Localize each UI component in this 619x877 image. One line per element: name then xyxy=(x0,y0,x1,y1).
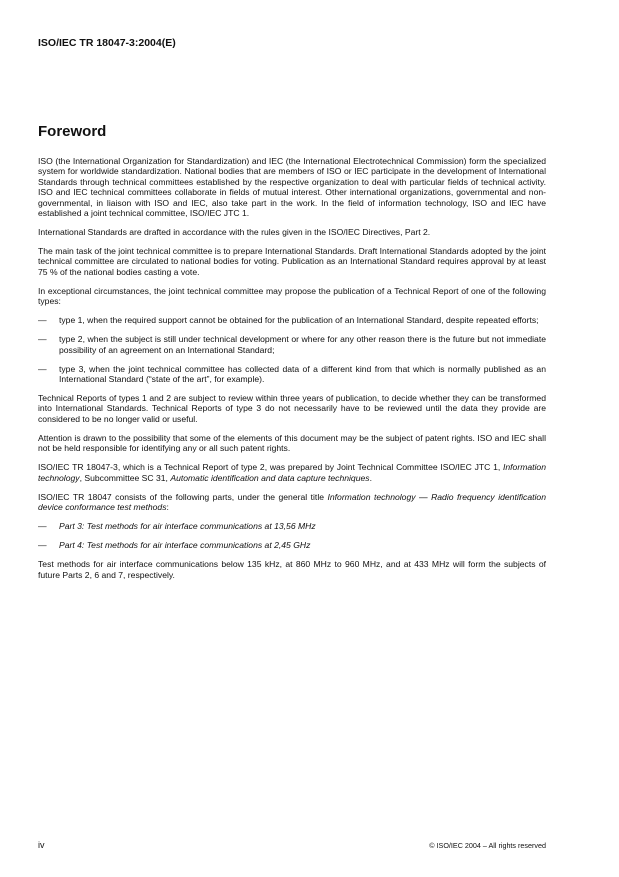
list-item-type-1 xyxy=(38,315,546,325)
copyright-notice: © ISO/IEC 2004 – All rights reserved xyxy=(429,841,546,850)
paragraph-parts xyxy=(38,492,546,513)
paragraph-intro: ISO (the International Organization for Standardization) and IEC (the International Electrotechnical Commission) form the specialized system for worldwide standardization. National bodies that are members of ISO or IEC participate in the development of International Standards through technical committees established by the respective organization to deal with particular fields of technical activity. ISO and IEC technical committees collaborate in fields of mutual interest. Other international organizations, governmental and non-governmental, in liaison with ISO and IEC, also take part in the work. In the field of information technology, ISO and IEC have established a joint technical committee, ISO/IEC JTC 1. xyxy=(38,156,546,219)
page-number: iv xyxy=(38,840,45,850)
italic-run: Information technology — Radio frequency identification device conformance test methods xyxy=(38,491,546,513)
list-item-part-4 xyxy=(38,540,546,550)
paragraph-main-task: The main task of the joint technical committee is to prepare International Standards. Draft International Standards adopted by the joint technical committee are circulated to national bodies for voting. Publication as an International Standard requires approval by at least 75 % of the national bodies casting a vote. xyxy=(38,246,546,277)
page-title: Foreword xyxy=(38,123,107,140)
paragraph-directives: International Standards are drafted in accordance with the rules given in the ISO/IEC Directives, Part 2. xyxy=(38,227,431,238)
list-item-type-3 xyxy=(38,364,546,385)
paragraph-exceptional: In exceptional circumstances, the joint technical committee may propose the publication of a Technical Report of one of the following types: xyxy=(38,285,546,307)
text-run: ISO/IEC TR 18047-3, which is a Technical Report of type 2, was prepared by Joint Technical Committee ISO/IEC JTC 1, xyxy=(38,462,503,473)
paragraph-prepared-by xyxy=(38,462,546,483)
paragraph-patent: Attention is drawn to the possibility that some of the elements of this document may be the subject of patent rights. ISO and IEC shall not be held responsible for identifying any or all such patent rights. xyxy=(38,432,546,454)
dash-bullet: — xyxy=(38,334,47,345)
text-run: . xyxy=(369,472,372,483)
list-item-text: Part 3: Test methods for air interface communications at 13,56 MHz xyxy=(59,521,316,532)
document-id: ISO/IEC TR 18047-3:2004(E) xyxy=(38,37,176,49)
list-item-type-2 xyxy=(38,334,546,355)
dash-bullet: — xyxy=(38,521,47,532)
paragraph-future-parts: Test methods for air interface communications below 135 kHz, at 860 MHz to 960 MHz, and at 433 MHz will form the subjects of future Parts 2, 6 and 7, respectively. xyxy=(38,559,546,580)
italic-run: Automatic identification and data capture techniques xyxy=(170,472,370,483)
list-item-text: type 1, when the required support cannot be obtained for the publication of an International Standard, despite repeated efforts; xyxy=(59,315,539,326)
dash-bullet: — xyxy=(38,540,47,551)
list-item-text: type 2, when the subject is still under technical development or where for any other reason there is the future but not immediate possibility of an agreement on an International Standard; xyxy=(59,334,546,355)
italic-run: Information technology xyxy=(38,462,546,483)
paragraph-review: Technical Reports of types 1 and 2 are subject to review within three years of publication, to decide whether they can be transformed into International Standards. Technical Reports of type 3 do not necessarily have to be reviewed until the data they provide are considered to be no longer valid or useful. xyxy=(38,393,546,424)
list-item-text: type 3, when the joint technical committee has collected data of a different kind from that which is normally published as an International Standard (“state of the art”, for example). xyxy=(59,363,546,385)
foreword-body xyxy=(38,156,546,589)
text-run: , Subcommittee SC 31, xyxy=(79,472,171,483)
dash-bullet: — xyxy=(38,363,47,374)
text-run: : xyxy=(166,502,169,513)
list-item-text: Part 4: Test methods for air interface communications at 2,45 GHz xyxy=(59,540,311,551)
list-item-part-3 xyxy=(38,521,546,531)
text-run: ISO/IEC TR 18047 consists of the following parts, under the general title xyxy=(38,491,328,502)
dash-bullet: — xyxy=(38,315,47,326)
